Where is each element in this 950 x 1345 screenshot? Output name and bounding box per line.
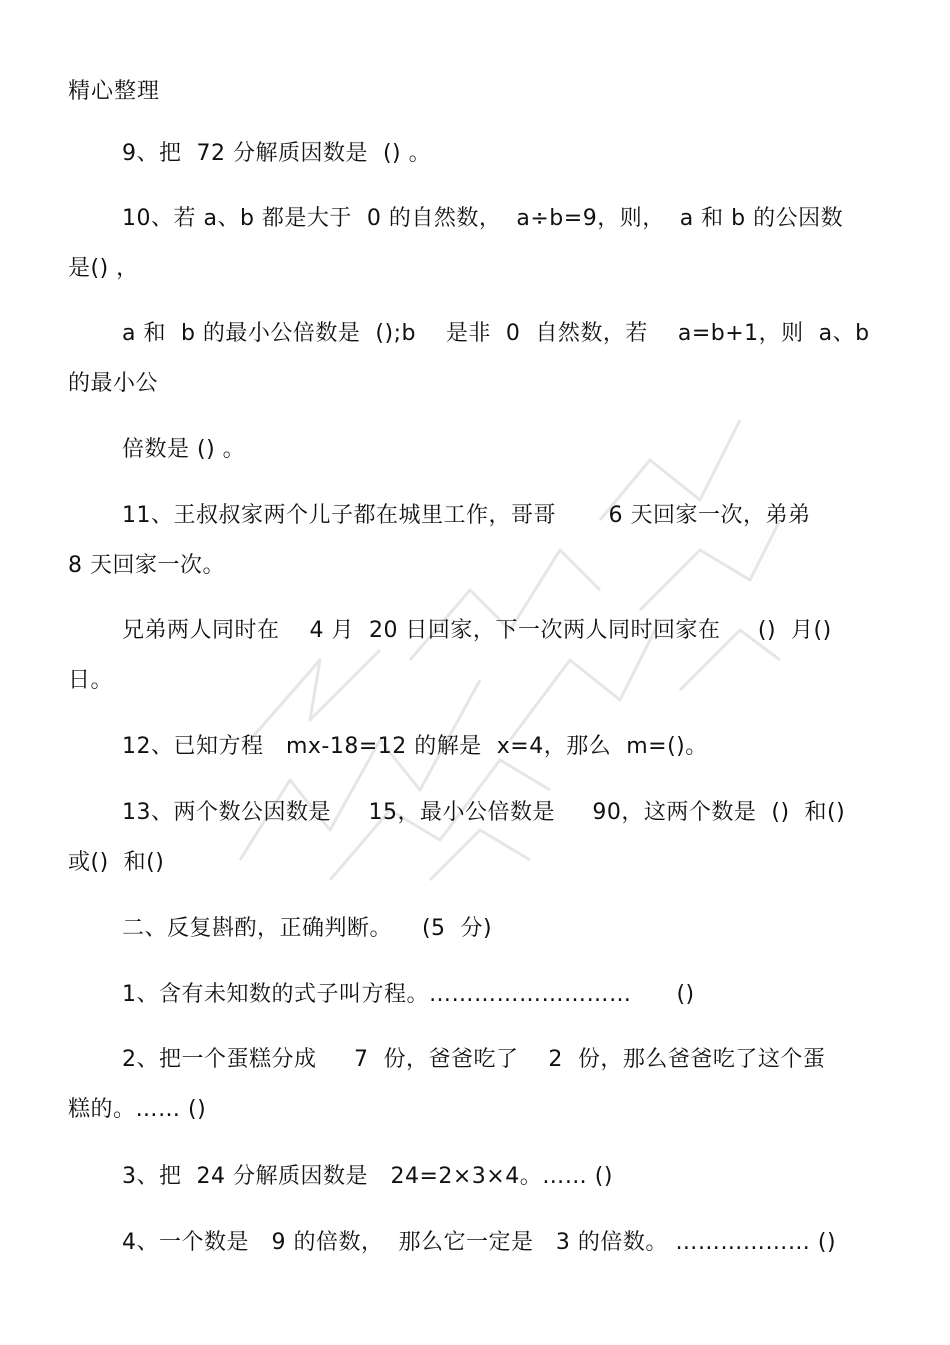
question-10-part2-cont: 的最小公	[68, 371, 159, 396]
question-12: 12、已知方程 mx-18=12 的解是 x=4，那么 m=()。	[122, 734, 708, 759]
judge-item-2: 2、把一个蛋糕分成 7 份，爸爸吃了 2 份，那么爸爸吃了这个蛋	[122, 1047, 826, 1072]
question-10-cont: 是() ，	[68, 256, 139, 281]
question-10-part2: a 和 b 的最小公倍数是 ();b 是非 0 自然数，若 a=b+1，则 a、b	[122, 321, 870, 346]
judge-item-4: 4、一个数是 9 的倍数， 那么它一定是 3 的倍数。 ……………… ()	[122, 1230, 837, 1255]
question-9: 9、把 72 分解质因数是 () 。	[122, 141, 432, 166]
question-11-part2-cont: 日。	[68, 668, 114, 693]
section-heading: 二、反复斟酌，正确判断。 (5 分)	[122, 916, 493, 941]
question-10-part3: 倍数是 () 。	[122, 437, 246, 462]
question-13-cont: 或() 和()	[68, 850, 165, 875]
document-header: 精心整理	[68, 79, 161, 104]
question-11-part2: 兄弟两人同时在 4 月 20 日回家，下一次两人同时回家在 () 月()	[122, 618, 832, 643]
question-11-cont: 8 天回家一次。	[68, 553, 225, 578]
question-10: 10、若 a、b 都是大于 0 的自然数， a÷b=9，则， a 和 b 的公因数	[122, 206, 844, 231]
judge-item-3: 3、把 24 分解质因数是 24=2×3×4。…… ()	[122, 1164, 613, 1189]
question-13: 13、两个数公因数是 15，最小公倍数是 90，这两个数是 () 和()	[122, 800, 846, 825]
judge-item-1: 1、含有未知数的式子叫方程。……………………… ()	[122, 982, 695, 1007]
question-11: 11、王叔叔家两个儿子都在城里工作，哥哥 6 天回家一次，弟弟	[122, 503, 811, 528]
judge-item-2-cont: 糕的。…… ()	[68, 1097, 207, 1122]
